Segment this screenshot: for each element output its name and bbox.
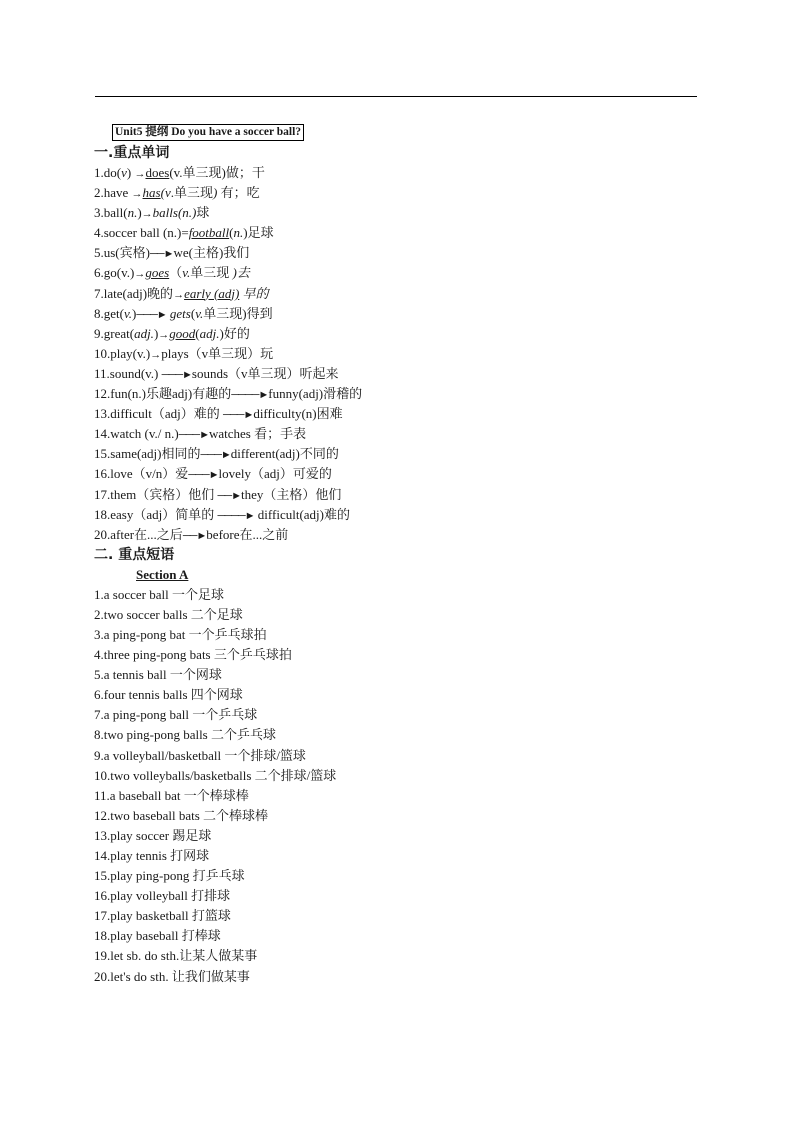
phrase-item: 7.a ping-pong ball 一个乒乓球 bbox=[94, 707, 258, 723]
arrow-right-icon: → bbox=[134, 268, 146, 281]
vocab-list bbox=[94, 163, 734, 545]
vocab-text: 早的 bbox=[239, 285, 269, 301]
vocab-text: v. bbox=[182, 265, 191, 281]
vocab-text: 9.great( bbox=[94, 325, 135, 341]
vocab-text: before在...之前 bbox=[206, 526, 289, 542]
vocab-text: .单三现 bbox=[170, 185, 213, 201]
arrow-right-icon: ────► bbox=[231, 389, 269, 402]
arrow-right-icon: ───► bbox=[223, 409, 254, 422]
header-rule bbox=[95, 96, 697, 97]
vocab-text: 7.late(adj)晚的 bbox=[94, 285, 174, 301]
vocab-text: funny(adj)滑稽的 bbox=[268, 386, 363, 402]
vocab-text: ( bbox=[160, 185, 165, 201]
vocab-text: early (adj) bbox=[184, 285, 240, 301]
vocab-text: ) bbox=[137, 205, 142, 221]
vocab-text: 单三现 bbox=[190, 265, 233, 281]
vocab-text: v. bbox=[195, 305, 204, 321]
vocab-item bbox=[94, 344, 734, 364]
vocab-text: 12.fun(n.)乐趣adj)有趣的 bbox=[94, 386, 232, 402]
vocab-item bbox=[94, 505, 734, 525]
vocab-text: plays（v单三现）玩 bbox=[161, 345, 274, 361]
vocab-text: v bbox=[121, 165, 127, 180]
vocab-text: )好的 bbox=[219, 325, 250, 341]
arrow-right-icon: → bbox=[134, 168, 146, 180]
vocab-item bbox=[94, 464, 734, 484]
vocab-text: ) bbox=[126, 165, 135, 180]
vocab-text: adj. bbox=[134, 325, 154, 341]
vocab-text: ) bbox=[153, 325, 159, 341]
arrow-right-icon: → bbox=[141, 208, 153, 221]
vocab-text: (v.单三现)做；干 bbox=[169, 165, 265, 180]
vocab-text: 11.sound(v.) bbox=[94, 365, 162, 381]
vocab-text: （ bbox=[169, 265, 183, 281]
phrase-item: 15.play ping-pong 打乒乓球 bbox=[94, 868, 245, 884]
phrase-item: 6.four tennis balls 四个网球 bbox=[94, 687, 243, 703]
phrase-item: 18.play baseball 打棒球 bbox=[94, 928, 221, 944]
vocab-text: good bbox=[169, 325, 196, 341]
vocab-text: 10.play(v.) bbox=[94, 345, 151, 361]
vocab-text: 单三现)得到 bbox=[203, 305, 273, 321]
vocab-text: 1.do( bbox=[94, 165, 122, 180]
section-a-subheading: Section A bbox=[136, 566, 189, 582]
vocab-item bbox=[94, 163, 734, 183]
vocab-item bbox=[94, 203, 734, 223]
arrow-right-icon: ───► bbox=[200, 449, 231, 462]
phrase-item: 16.play volleyball 打排球 bbox=[94, 888, 231, 904]
vocab-item bbox=[94, 263, 734, 283]
vocab-text: watches 看；手表 bbox=[209, 426, 307, 442]
vocab-text: n. bbox=[233, 225, 244, 241]
phrase-item: 10.two volleyballs/basketballs 二个排球/篮球 bbox=[94, 767, 337, 783]
vocab-item bbox=[94, 485, 734, 505]
vocab-item bbox=[94, 364, 734, 384]
vocab-text: n. bbox=[127, 205, 138, 221]
phrase-item: 17.play basketball 打篮球 bbox=[94, 908, 231, 924]
vocab-item bbox=[94, 424, 734, 444]
vocab-text: different(adj)不同的 bbox=[230, 446, 339, 462]
arrow-right-icon: ───► bbox=[178, 429, 209, 442]
phrase-item: 3.a ping-pong bat 一个乒乓球拍 bbox=[94, 626, 267, 642]
section-heading-key-phrases: 二. 重点短语 bbox=[94, 546, 175, 563]
arrow-right-icon: → bbox=[173, 288, 185, 301]
vocab-item bbox=[94, 384, 734, 404]
phrase-item: 9.a volleyball/basketball 一个排球/篮球 bbox=[94, 747, 306, 763]
phrase-item: 11.a baseball bat 一个棒球棒 bbox=[94, 787, 249, 803]
arrow-right-icon: ──► bbox=[217, 489, 241, 502]
vocab-text: 4.soccer ball (n.)= bbox=[94, 225, 189, 241]
vocab-text: 15.same(adj)相同的 bbox=[94, 446, 201, 462]
arrow-right-icon: → bbox=[150, 348, 162, 361]
vocab-text: lovely（adj）可爱的 bbox=[218, 466, 332, 482]
vocab-text: gets bbox=[166, 305, 191, 321]
vocab-text: ( bbox=[229, 225, 234, 241]
vocab-text: 6.go(v.) bbox=[94, 265, 135, 281]
arrow-right-icon: ──► bbox=[149, 248, 174, 261]
document-title-box: Unit5 提纲 Do you have a soccer ball? bbox=[112, 124, 304, 141]
vocab-item bbox=[94, 304, 734, 324]
arrow-right-icon: ───► bbox=[136, 308, 167, 321]
vocab-text: )去 bbox=[232, 265, 250, 281]
vocab-text: ( bbox=[195, 325, 200, 341]
vocab-text: does bbox=[145, 165, 170, 180]
vocab-text: ) bbox=[132, 305, 137, 321]
vocab-text: 14.watch (v./ n.) bbox=[94, 426, 179, 442]
vocab-item bbox=[94, 243, 734, 263]
vocab-item bbox=[94, 183, 734, 203]
vocab-item bbox=[94, 223, 734, 243]
arrow-right-icon: ────► bbox=[217, 509, 255, 522]
arrow-right-icon: ──► bbox=[182, 529, 207, 542]
vocab-item bbox=[94, 324, 734, 344]
vocab-text: 有；吃 bbox=[217, 185, 260, 201]
document-body bbox=[94, 143, 734, 987]
vocab-text: difficulty(n)困难 bbox=[253, 406, 343, 422]
vocab-text: has bbox=[142, 185, 161, 201]
phrase-item: 5.a tennis ball 一个网球 bbox=[94, 667, 222, 683]
vocab-text: ) bbox=[213, 185, 218, 201]
vocab-text: football bbox=[188, 225, 230, 241]
section-heading-key-words: 一.重点单词 bbox=[94, 145, 170, 161]
phrase-item: 2.two soccer balls 二个足球 bbox=[94, 606, 243, 622]
vocab-text: 18.easy（adj）简单的 bbox=[94, 506, 218, 522]
phrase-item: 12.two baseball bats 二个棒球棒 bbox=[94, 807, 269, 823]
phrase-item: 4.three ping-pong bats 三个乒乓球拍 bbox=[94, 647, 292, 663]
vocab-text: 17.them（宾格）他们 bbox=[94, 486, 218, 502]
vocab-text: adj. bbox=[199, 325, 220, 341]
vocab-text: v. bbox=[123, 305, 133, 321]
phrase-item: 14.play tennis 打网球 bbox=[94, 848, 210, 863]
vocab-text: 20.after在...之后 bbox=[94, 526, 183, 542]
arrow-right-icon: → bbox=[131, 188, 143, 201]
vocab-text: difficult(adj)难的 bbox=[254, 506, 350, 522]
phrase-item: 1.a soccer ball 一个足球 bbox=[94, 586, 224, 602]
vocab-text: balls(n.) bbox=[152, 205, 197, 221]
vocab-item bbox=[94, 525, 734, 545]
vocab-text: they（主格）他们 bbox=[240, 486, 342, 502]
arrow-right-icon: → bbox=[158, 328, 170, 341]
vocab-text: sounds（v单三现）听起来 bbox=[191, 365, 339, 381]
phrase-item: 8.two ping-pong balls 二个乒乓球 bbox=[94, 727, 276, 743]
phrase-item: 13.play soccer 踢足球 bbox=[94, 827, 212, 843]
vocab-text: )足球 bbox=[243, 225, 274, 241]
vocab-text: v bbox=[164, 185, 171, 201]
vocab-text: 球 bbox=[196, 205, 210, 221]
vocab-text: 5.us(宾格) bbox=[94, 245, 150, 261]
vocab-text: 3.ball( bbox=[94, 205, 128, 221]
vocab-text: we(主格)我们 bbox=[173, 245, 250, 261]
vocab-text: 8.get( bbox=[94, 305, 124, 321]
phrase-item: 20.let's do sth. 让我们做某事 bbox=[94, 968, 250, 984]
arrow-right-icon: ───► bbox=[161, 368, 192, 381]
phrase-list bbox=[94, 585, 734, 987]
vocab-text: 16.love（v/n）爱 bbox=[94, 466, 189, 482]
vocab-text: 13.difficult（adj）难的 bbox=[94, 406, 224, 422]
vocab-item bbox=[94, 404, 734, 424]
vocab-text: goes bbox=[145, 265, 170, 281]
arrow-right-icon: ───► bbox=[188, 469, 219, 482]
phrase-item: 19.let sb. do sth.让某人做某事 bbox=[94, 948, 258, 964]
vocab-text: ( bbox=[190, 305, 196, 321]
vocab-item bbox=[94, 284, 734, 304]
vocab-text: 2.have bbox=[94, 185, 132, 201]
vocab-item bbox=[94, 444, 734, 464]
